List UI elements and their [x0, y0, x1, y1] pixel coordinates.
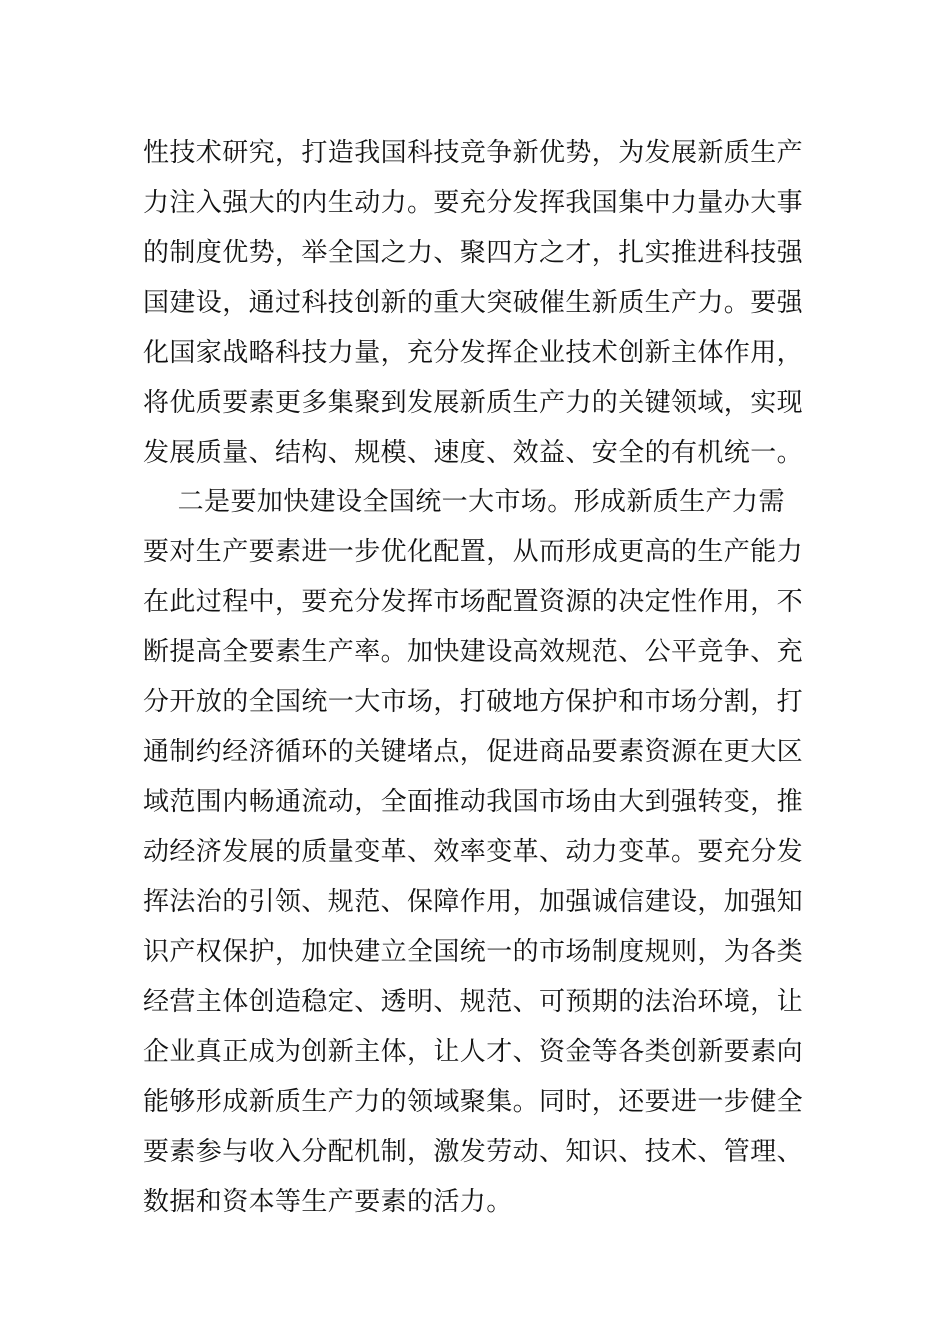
text-line: 化国家战略科技力量，充分发挥企业技术创新主体作用，: [143, 338, 804, 368]
text-line: 通制约经济循环的关键堵点，促进商品要素资源在更大区: [143, 737, 804, 767]
text-line: 二是要加快建设全国统一大市场。形成新质生产力需: [143, 487, 785, 517]
text-line: 动经济发展的质量变革、效率变革、动力变革。要充分发: [143, 837, 804, 867]
text-line: 的制度优势，举全国之力、聚四方之才，扎实推进科技强: [143, 238, 804, 268]
text-line: 断提高全要素生产率。加快建设高效规范、公平竞争、充: [143, 637, 804, 667]
text-line: 能够形成新质生产力的领域聚集。同时，还要进一步健全: [143, 1087, 804, 1117]
text-line: 企业真正成为创新主体，让人才、资金等各类创新要素向: [143, 1037, 804, 1067]
text-line: 经营主体创造稳定、透明、规范、可预期的法治环境，让: [143, 987, 804, 1017]
text-line: 性技术研究，打造我国科技竞争新优势，为发展新质生产: [143, 138, 804, 168]
text-line: 要对生产要素进一步优化配置，从而形成更高的生产能力: [143, 537, 804, 567]
paragraph-1: [143, 128, 807, 478]
text-line: 力注入强大的内生动力。要充分发挥我国集中力量办大事: [143, 188, 804, 218]
text-line: 挥法治的引领、规范、保障作用，加强诚信建设，加强知: [143, 887, 804, 917]
text-line: 发展质量、结构、规模、速度、效益、安全的有机统一。: [143, 438, 804, 468]
paragraph-2: [143, 477, 807, 1227]
text-line: 要素参与收入分配机制，激发劳动、知识、技术、管理、: [143, 1137, 804, 1167]
text-line: 域范围内畅通流动，全面推动我国市场由大到强转变，推: [143, 787, 804, 817]
text-line: 国建设，通过科技创新的重大突破催生新质生产力。要强: [143, 288, 804, 318]
text-line: 分开放的全国统一大市场，打破地方保护和市场分割，打: [143, 687, 804, 717]
text-line: 将优质要素更多集聚到发展新质生产力的关键领域，实现: [143, 388, 804, 418]
text-line: 识产权保护，加快建立全国统一的市场制度规则，为各类: [143, 937, 804, 967]
text-line: 数据和资本等生产要素的活力。: [143, 1187, 513, 1217]
text-line: 在此过程中，要充分发挥市场配置资源的决定性作用，不: [143, 587, 804, 617]
